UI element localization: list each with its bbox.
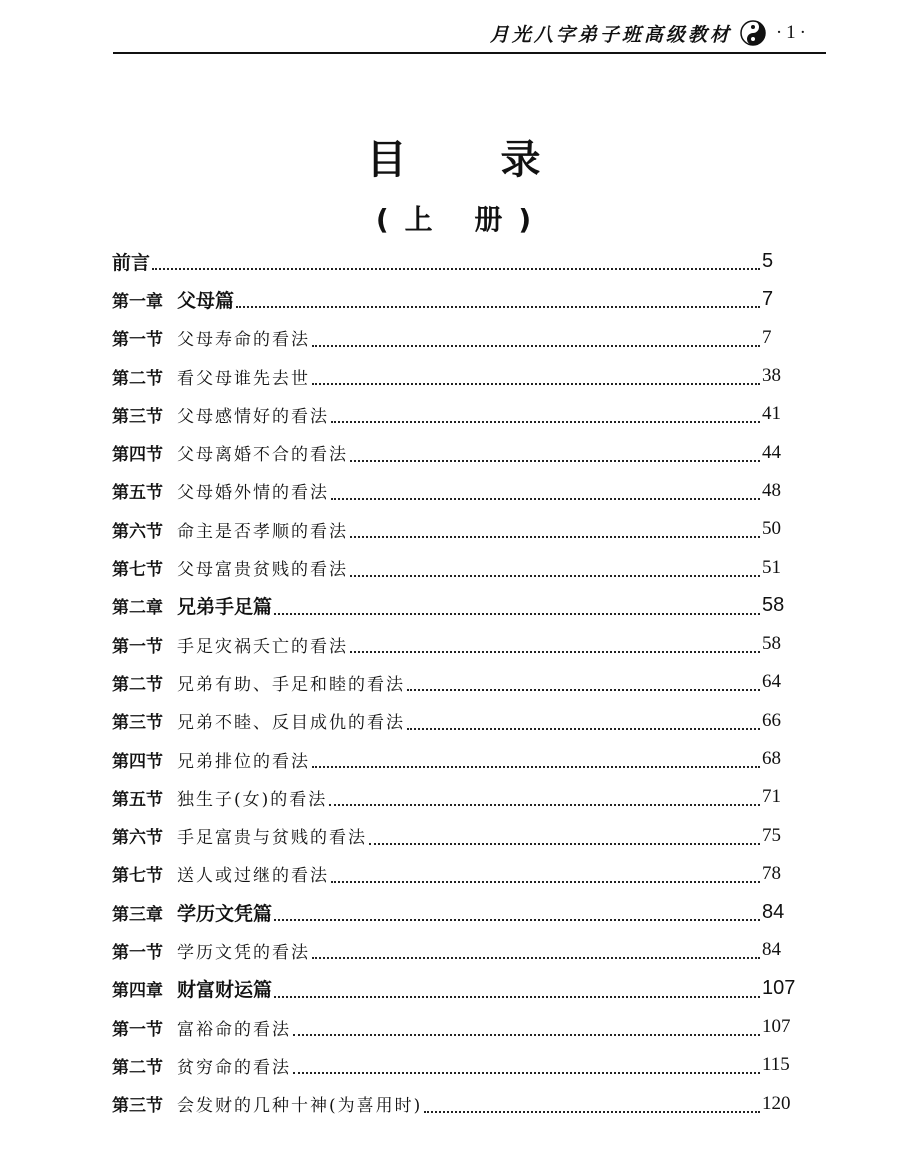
entry-number: 第二节 — [112, 368, 163, 389]
entry-title: 手足富贵与贫贱的看法 — [177, 828, 367, 849]
entry-number: 第七节 — [112, 560, 163, 581]
dot-leader — [350, 440, 760, 462]
entry-title: 送人或过继的看法 — [177, 866, 329, 887]
entry-label — [112, 899, 272, 926]
entry-page-number: 64 — [762, 671, 781, 693]
entry-label — [112, 708, 405, 733]
entry-label — [112, 823, 367, 848]
toc-section-entry[interactable] — [112, 855, 802, 893]
entry-title: 看父母谁先去世 — [177, 368, 310, 389]
entry-title: 兄弟排位的看法 — [177, 751, 310, 772]
toc-section-entry[interactable] — [112, 1085, 802, 1123]
dot-leader — [407, 708, 760, 730]
entry-number: 第六节 — [112, 828, 163, 849]
dot-leader — [331, 478, 760, 500]
dot-leader — [293, 1052, 760, 1074]
entry-label — [112, 402, 329, 427]
toc-section-entry[interactable] — [112, 816, 802, 854]
entry-number: 第二节 — [112, 674, 163, 695]
entry-page-number: 44 — [762, 441, 781, 463]
dot-leader — [369, 823, 760, 845]
entry-number: 第三节 — [112, 406, 163, 427]
table-of-contents — [112, 242, 802, 1123]
toc-section-entry[interactable] — [112, 395, 802, 433]
dot-leader — [274, 593, 760, 615]
toc-section-entry[interactable] — [112, 1008, 802, 1046]
entry-label — [112, 478, 329, 503]
dot-leader — [350, 555, 760, 577]
entry-label — [112, 555, 348, 580]
entry-label — [112, 632, 348, 657]
entry-number: 第二章 — [112, 598, 163, 619]
entry-label — [112, 1015, 291, 1040]
entry-page-number: 50 — [762, 518, 781, 540]
entry-title: 学历文凭篇 — [177, 902, 273, 925]
entry-number: 第四章 — [112, 981, 163, 1002]
dot-leader — [407, 669, 760, 691]
toc-section-entry[interactable] — [112, 778, 802, 816]
toc-section-entry[interactable] — [112, 510, 802, 548]
entry-page-number: 115 — [762, 1054, 790, 1076]
dot-leader — [329, 784, 760, 806]
entry-number: 第六节 — [112, 521, 163, 542]
entry-number: 第七节 — [112, 866, 163, 887]
toc-section-entry[interactable] — [112, 931, 802, 969]
toc-section-entry[interactable] — [112, 319, 802, 357]
entry-title: 父母感情好的看法 — [177, 406, 329, 427]
dot-leader — [350, 516, 760, 538]
entry-page-number: 84 — [762, 939, 781, 961]
toc-chapter-entry[interactable] — [112, 280, 802, 318]
entry-title: 富裕命的看法 — [177, 1019, 291, 1040]
entry-number: 第二节 — [112, 1057, 163, 1078]
dot-leader — [312, 363, 760, 385]
entry-page-number: 120 — [762, 1092, 791, 1114]
dot-leader — [312, 937, 760, 959]
toc-chapter-entry[interactable] — [112, 893, 802, 931]
entry-number: 第一节 — [112, 330, 163, 351]
toc-section-entry[interactable] — [112, 433, 802, 471]
toc-section-entry[interactable] — [112, 472, 802, 510]
entry-label — [112, 364, 310, 389]
dot-leader — [312, 325, 760, 347]
entry-page-number: 66 — [762, 709, 781, 731]
dot-leader — [152, 248, 760, 270]
dot-leader — [350, 631, 760, 653]
entry-title: 兄弟手足篇 — [177, 596, 273, 619]
dot-leader — [331, 401, 760, 423]
entry-number: 第三节 — [112, 1096, 163, 1117]
entry-number: 第五节 — [112, 483, 163, 504]
entry-label — [112, 747, 310, 772]
dot-leader — [274, 899, 760, 921]
toc-preface-entry[interactable] — [112, 242, 802, 280]
entry-number: 第三章 — [112, 904, 163, 925]
dot-leader — [236, 286, 760, 308]
entry-title: 父母婚外情的看法 — [177, 483, 329, 504]
entry-page-number: 78 — [762, 862, 781, 884]
entry-label — [112, 670, 405, 695]
entry-title: 手足灾祸夭亡的看法 — [177, 636, 348, 657]
entry-number: 第三节 — [112, 713, 163, 734]
entry-label — [112, 440, 348, 465]
entry-title: 父母篇 — [177, 289, 235, 312]
entry-label — [112, 1053, 291, 1078]
entry-title: 贫穷命的看法 — [177, 1057, 291, 1078]
page-number: · 1 · — [776, 22, 806, 44]
toc-section-entry[interactable] — [112, 548, 802, 586]
entry-number: 第一节 — [112, 942, 163, 963]
book-title: 月光八字弟子班高级教材 — [489, 23, 732, 46]
toc-heading: 目 录 — [366, 137, 581, 183]
toc-section-entry[interactable] — [112, 702, 802, 740]
dot-leader — [293, 1014, 760, 1036]
dot-leader — [424, 1091, 760, 1113]
entry-title: 兄弟有助、手足和睦的看法 — [177, 674, 405, 695]
toc-section-entry[interactable] — [112, 663, 802, 701]
entry-number: 第四节 — [112, 445, 163, 466]
entry-title: 财富财运篇 — [177, 979, 273, 1002]
entry-label — [112, 975, 272, 1002]
entry-page-number: 7 — [762, 326, 772, 348]
entry-number: 第一节 — [112, 636, 163, 657]
entry-label — [112, 1091, 422, 1116]
entry-number: 第一章 — [112, 291, 163, 312]
entry-page-number: 84 — [762, 900, 785, 923]
volume-label: (上 册) — [375, 203, 548, 236]
entry-number: 第一节 — [112, 1019, 163, 1040]
running-header — [113, 14, 826, 54]
entry-page-number: 7 — [762, 287, 774, 310]
entry-page-number: 38 — [762, 365, 781, 387]
yin-yang-icon — [740, 20, 766, 46]
entry-page-number: 48 — [762, 479, 781, 501]
toc-section-entry[interactable] — [112, 740, 802, 778]
entry-title: 学历文凭的看法 — [177, 942, 310, 963]
entry-title: 前言 — [112, 251, 151, 274]
entry-page-number: 107 — [762, 977, 796, 1000]
entry-label — [112, 785, 327, 810]
entry-page-number: 41 — [762, 403, 781, 425]
entry-label — [112, 861, 329, 886]
toc-section-entry[interactable] — [112, 1046, 802, 1084]
dot-leader — [274, 976, 760, 998]
entry-title: 父母富贵贫贱的看法 — [177, 560, 348, 581]
entry-page-number: 68 — [762, 748, 781, 769]
dot-leader — [312, 746, 760, 768]
dot-leader — [331, 861, 760, 883]
entry-page-number: 51 — [762, 556, 781, 578]
toc-section-entry[interactable] — [112, 357, 802, 395]
entry-title: 父母离婚不合的看法 — [177, 445, 348, 466]
entry-title: 兄弟不睦、反目成仇的看法 — [177, 713, 405, 734]
entry-title: 父母寿命的看法 — [177, 330, 310, 351]
entry-label — [112, 325, 310, 350]
entry-title: 会发财的几种十神(为喜用时) — [177, 1096, 423, 1117]
entry-label — [112, 286, 234, 313]
entry-page-number: 75 — [762, 824, 781, 846]
toc-section-entry[interactable] — [112, 625, 802, 663]
toc-chapter-entry[interactable] — [112, 587, 802, 625]
entry-title: 独生子(女)的看法 — [177, 789, 328, 810]
entry-title: 命主是否孝顺的看法 — [177, 521, 348, 542]
entry-page-number: 107 — [762, 1016, 791, 1038]
entry-label — [112, 248, 150, 275]
entry-number: 第四节 — [112, 751, 163, 772]
entry-page-number: 5 — [762, 249, 774, 272]
entry-page-number: 58 — [762, 594, 785, 617]
entry-label — [112, 938, 310, 963]
toc-chapter-entry[interactable] — [112, 970, 802, 1008]
entry-label — [112, 592, 272, 619]
entry-page-number: 71 — [762, 786, 781, 808]
entry-label — [112, 517, 348, 542]
entry-page-number: 58 — [762, 633, 781, 655]
entry-number: 第五节 — [112, 789, 163, 810]
